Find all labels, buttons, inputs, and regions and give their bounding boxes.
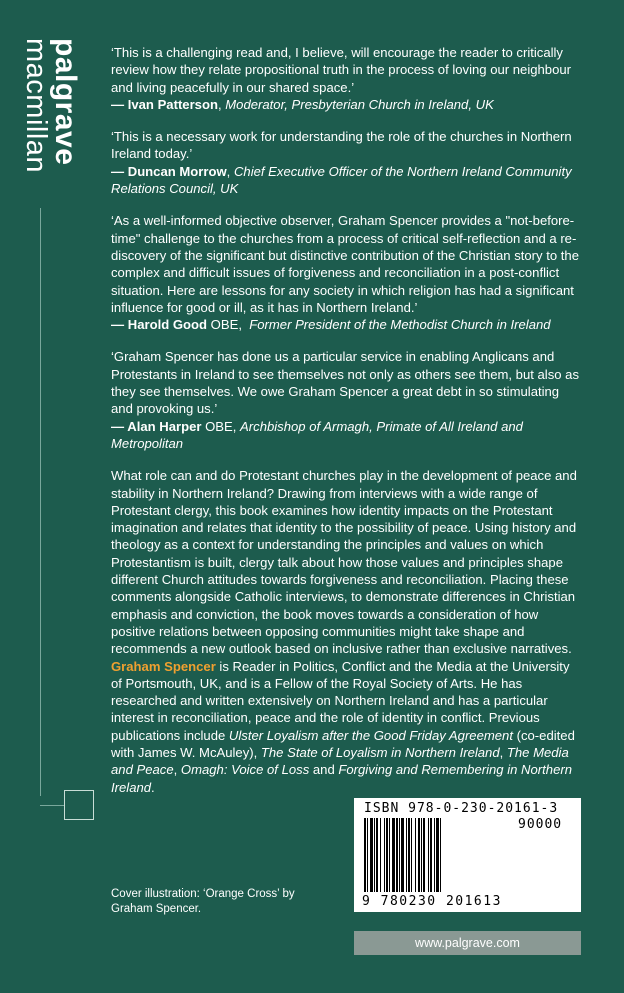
publisher-logo-macmillan: macmillan [20, 38, 52, 174]
isbn-label: ISBN 978-0-230-20161-3 [364, 801, 559, 816]
quote-name: — Harold Good [111, 317, 208, 333]
barcode-bar [386, 818, 388, 892]
barcode-bar [384, 818, 385, 892]
quote-role: Former President of the Methodist Church in Ireland [249, 317, 551, 333]
publisher-website[interactable]: www.palgrave.com [354, 931, 581, 955]
bio-text: is Reader in Politics, Conflict and the Media at the University of Portsmouth, UK, and is a Fellow of the Royal Society of Arts. He has researched and written extensively on Northern Ireland and has a particular interest in reconciliation, peace and the role of identity in conflict. Previous publications include [111, 658, 570, 743]
bio-book-title: Omagh: Voice of Loss [180, 762, 310, 778]
publisher-logo [20, 38, 96, 188]
bio-separator: and [309, 762, 339, 778]
quote-text: ‘Graham Spencer has done us a particular service in enabling Anglicans and Protestants in Ireland to see themselves not only as others see them, but also as they see themselves. We owe Graham Spencer a great debt in so stimulating and provoking us.’ [111, 349, 579, 417]
barcode-bar [436, 818, 439, 892]
quote-role: Chief Executive Officer of the Northern Ireland Community Relations Council, UK [111, 163, 572, 197]
quote-attribution: — Duncan Morrow, Chief Executive Officer of the Northern Ireland Community Relations Council, UK [111, 163, 572, 197]
barcode-bar [364, 818, 366, 892]
quote-role: Moderator, Presbyterian Church in Ireland, UK [225, 96, 494, 112]
barcode-bar [370, 818, 373, 892]
barcode-bar [430, 818, 432, 892]
barcode-bar [367, 818, 368, 892]
isbn-barcode [354, 798, 581, 912]
book-description: What role can and do Protestant churches play in the development of peace and stability in Northern Ireland? Drawing from interviews with a wide range of Protestant clergy, this book examines how identity impacts on the Protestant imagination and relates that identity to the possibility of peace. Using history and theology as a context for understanding the principles and values on which Protestantism is built, clergy talk about how those values and principles shape different Church attitudes towards forgiveness and reconciliation. Placing these comments alongside Catholic interviews, to demonstrate differences in Christian emphasis and conviction, the book moves towards a consideration of how positive relations between opposing communities might take shape and recommends a new outlook based on inclusive rather than exclusive narratives. [111, 468, 577, 657]
bio-book-title: Ulster Loyalism after the Good Friday Agreement [228, 727, 513, 743]
bio-separator: , [173, 762, 181, 778]
quote-text: ‘This is a necessary work for understanding the role of the churches in Northern Ireland today.’ [111, 129, 572, 162]
bio-end: . [151, 779, 155, 795]
quote-attribution: — Harold Good OBE, Former President of the Methodist Church in Ireland [111, 317, 551, 333]
decorative-square [64, 790, 94, 820]
endorsement-quote [111, 44, 581, 113]
barcode-digits: 9 780230 201613 [362, 894, 502, 909]
decorative-horizontal-line [40, 805, 64, 806]
bio-book-title: The Media and Peace [111, 744, 569, 778]
barcode-bar [376, 818, 378, 892]
cover-illustration-credit: Cover illustration: ‘Orange Cross’ by Graham Spencer. [111, 888, 295, 915]
endorsement-quote [111, 348, 581, 452]
barcode-bar [406, 818, 407, 892]
bio-text: (co-edited with James W. McAuley), [111, 727, 575, 760]
barcode-bar [399, 818, 400, 892]
barcode-bar [415, 818, 416, 892]
publisher-logo-palgrave: palgrave [49, 38, 82, 166]
quote-attribution: — Ivan Patterson, Moderator, Presbyterian Church in Ireland, UK [111, 96, 494, 112]
author-name: Graham Spencer [111, 658, 216, 674]
bio-book-title: The State of Loyalism in Northern Ireland [260, 744, 500, 760]
quote-name: — Alan Harper [111, 418, 202, 434]
quote-name: — Duncan Morrow [111, 163, 227, 179]
quote-honour: OBE [210, 317, 239, 333]
author-bio [111, 658, 581, 796]
barcode-bar [418, 818, 420, 892]
barcode-bars [364, 818, 514, 892]
barcode-bar [374, 818, 375, 892]
barcode-bar [423, 818, 425, 892]
quote-attribution: — Alan Harper OBE, Archbishop of Armagh, Primate of All Ireland and Metropolitan [111, 418, 523, 451]
barcode-bar [434, 818, 435, 892]
barcode-bar [408, 818, 410, 892]
endorsement-quote [111, 128, 581, 197]
barcode-bar [421, 818, 422, 892]
barcode-bar [389, 818, 390, 892]
bio-book-title: Forgiving and Remembering in Northern Ireland [111, 762, 572, 795]
barcode-bar [380, 818, 381, 892]
endorsement-quote [111, 212, 581, 333]
quote-honour: OBE [205, 418, 233, 434]
barcode-bar [411, 818, 412, 892]
barcode-bar [401, 818, 404, 892]
back-cover-text [111, 44, 581, 796]
barcode-bar [392, 818, 395, 892]
quote-role: Archbishop of Armagh, Primate of All Ireland and Metropolitan [111, 418, 523, 451]
barcode-bar [440, 818, 441, 892]
barcode-bar [396, 818, 398, 892]
quote-text: ‘This is a challenging read and, I believe, will encourage the reader to critically review how they relate propositional truth in the process of loving our neighbour and living peacefully in our shared space.’ [111, 45, 572, 95]
decorative-vertical-line [40, 208, 41, 796]
bio-separator: , [499, 744, 507, 760]
price-code: 90000 [518, 817, 563, 832]
quote-name: — Ivan Patterson [111, 96, 218, 112]
quote-text: ‘As a well-informed objective observer, Graham Spencer provides a "not-before-time" challenge to the churches from a process of critical self-reflection and a re-discovery of the significant but distinctive contribution of the Christian story to the complex and difficult issues of forgiveness and reconciliation in a post-conflict situation. Here are lessons for any society in which religion has had a significant influence for good or ill, as it has in Northern Ireland.’ [111, 213, 579, 315]
barcode-bar [428, 818, 429, 892]
